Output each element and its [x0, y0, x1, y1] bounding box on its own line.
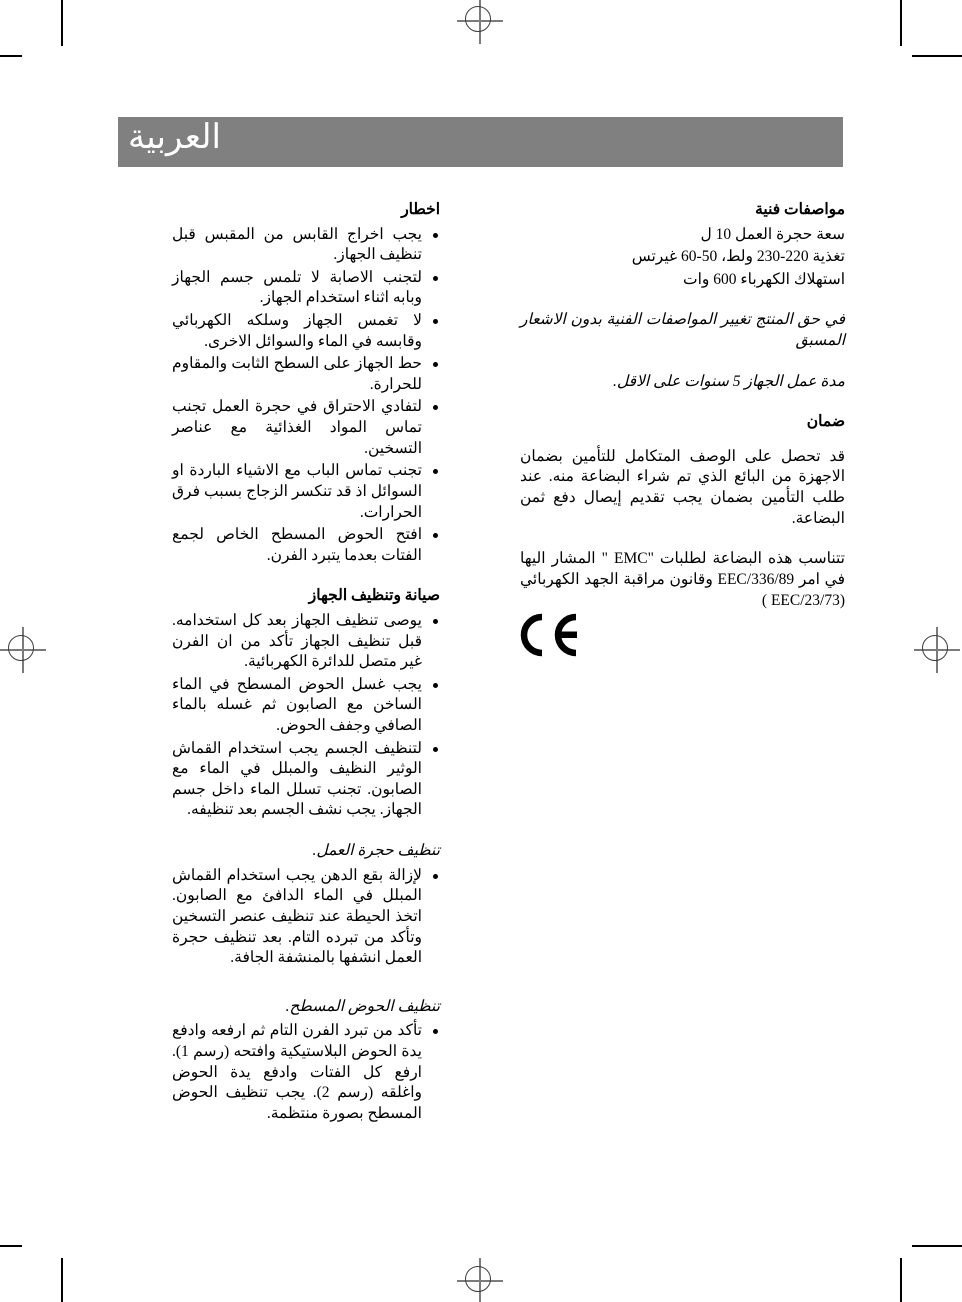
section-spacer: [172, 971, 440, 997]
specification-line: استهلاك الكهرباء 600 وات: [682, 270, 845, 288]
emc-compliance-paragraph: تتناسب هذه البضاعة لطلبات "EMC " المشار اليها في امر EEC/336/89 وقانون مراقبة الجهد الكهربائي (EEC/23/73 ): [520, 550, 846, 609]
list-item: يجب غسل الحوض المسطح في الماء الساخن مع الصابون ثم غسله بالماء الصافي وجفف الحوض.: [172, 675, 440, 737]
list-item: يجب اخراج القابس من المقبس قبل تنظيف الجهاز.: [172, 225, 440, 266]
list-item: افتح الحوض المسطح الخاص لجمع الفتات بعدما يتبرد الفرن.: [172, 525, 440, 566]
page-title: العربية: [128, 119, 221, 156]
chamber-cleaning-bullet-list: [172, 866, 440, 969]
crop-mark-top-right-horizontal: [912, 55, 962, 57]
crop-mark-bottom-right-horizontal: [912, 1245, 962, 1247]
crop-mark-top-left-horizontal: [0, 55, 22, 57]
list-item: تجنب تماس الباب مع الاشياء الباردة او السوائل اذ قد تنكسر الزجاج بسبب فرق الحرارات.: [172, 461, 440, 523]
ce-mark-icon: [518, 612, 580, 658]
section-spacer: [520, 531, 845, 549]
registration-crosshair-icon-left: [0, 627, 46, 673]
section-spacer: [172, 568, 440, 586]
section-spacer: [520, 394, 845, 412]
section-heading-maintenance: صيانة وتنظيف الجهاز: [308, 587, 440, 605]
right-column: [520, 200, 845, 613]
list-item: تأكد من تبرد الفرن التام ثم ارفعه وادفع يدة الحوض البلاستيكية وافتحه (رسم 1). ارفع كل الفتات وادفع يدة الحوض واغلقه (رسم 2). يجب تنظيف الحوض المسطح بصورة منتظمة.: [172, 1021, 440, 1124]
language-banner: [118, 117, 843, 167]
list-item: يوصى تنظيف الجهاز بعد كل استخدامه. قبل تنظيف الجهاز تأكد من ان الفرن غير متصل للدائرة الكهربائية.: [172, 611, 440, 673]
registration-crosshair-icon-right: [914, 627, 960, 673]
section-spacer: [520, 354, 845, 372]
section-spacer: [520, 292, 845, 310]
list-item: لا تغمس الجهاز وسلكه الكهربائي وقابسه في الماء والسوائل الاخرى.: [172, 311, 440, 352]
notice-specification-change: في حق المنتج تغيير المواصفات الفنية بدون الاشعار المسبق: [520, 311, 845, 350]
registration-crosshair-icon-bottom: [457, 1258, 503, 1302]
list-item: حط الجهاز على السطح الثابت والمقاوم للحرارة.: [172, 354, 440, 395]
warranty-paragraph: قد تحصل على الوصف المتكامل للتأمين بضمان الاجهزة من البائع الذي تم شراء البضاعة منه. عند طلب التأمين بضمان يجب تقديم إيصال دفع ثمن البضاعة.: [520, 447, 845, 527]
section-heading-chamber-cleaning: تنظيف حجرة العمل.: [312, 842, 440, 860]
specification-line: تغذية 220-230 ولط، 50-60 غيرتس: [631, 248, 845, 266]
crop-mark-bottom-left-vertical: [61, 1258, 63, 1302]
list-item: لتجنب الاصابة لا تلمس جسم الجهاز وبابه اثناء استخدام الجهاز.: [172, 268, 440, 309]
crop-mark-top-left-vertical: [61, 0, 63, 46]
danger-bullet-list: [172, 225, 440, 567]
section-spacer: [520, 437, 845, 447]
middle-column: [172, 200, 440, 1126]
notice-service-lifetime: مدة عمل الجهاز 5 سنوات على الاقل.: [613, 372, 845, 390]
section-heading-specifications: مواصفات فنية: [755, 201, 845, 218]
section-heading-danger: اخطار: [401, 201, 440, 218]
list-item: لإزالة بقع الدهن يجب استخدام القماش المبلل في الماء الدافئ مع الصابون. اتخذ الحيطة عند تنظيف عنصر التسخين وتأكد من تبرده التام. بعد تنظيف حجرة العمل انشفها بالمنشفة الجافة.: [172, 866, 440, 969]
section-spacer: [172, 823, 440, 841]
section-heading-tray-cleaning: تنظيف الحوض المسطح.: [285, 997, 440, 1015]
crop-mark-top-right-vertical: [900, 0, 902, 46]
specification-line: سعة حجرة العمل 10 ل: [700, 225, 845, 243]
list-item: لتفادي الاحتراق في حجرة العمل تجنب تماس المواد الغذائية مع عناصر التسخين.: [172, 397, 440, 459]
maintenance-bullet-list: [172, 611, 440, 821]
list-item: لتنظيف الجسم يجب استخدام القماش الوثير النظيف والمبلل في الماء مع الصابون. تجنب تسلل الماء داخل جسم الجهاز. يجب نشف الجسم بعد تنظيفه.: [172, 739, 440, 821]
section-heading-warranty: ضمان: [806, 413, 845, 431]
registration-crosshair-icon-top: [457, 0, 503, 44]
crop-mark-bottom-left-horizontal: [0, 1245, 22, 1247]
tray-cleaning-bullet-list: [172, 1021, 440, 1124]
crop-mark-bottom-right-vertical: [900, 1258, 902, 1302]
